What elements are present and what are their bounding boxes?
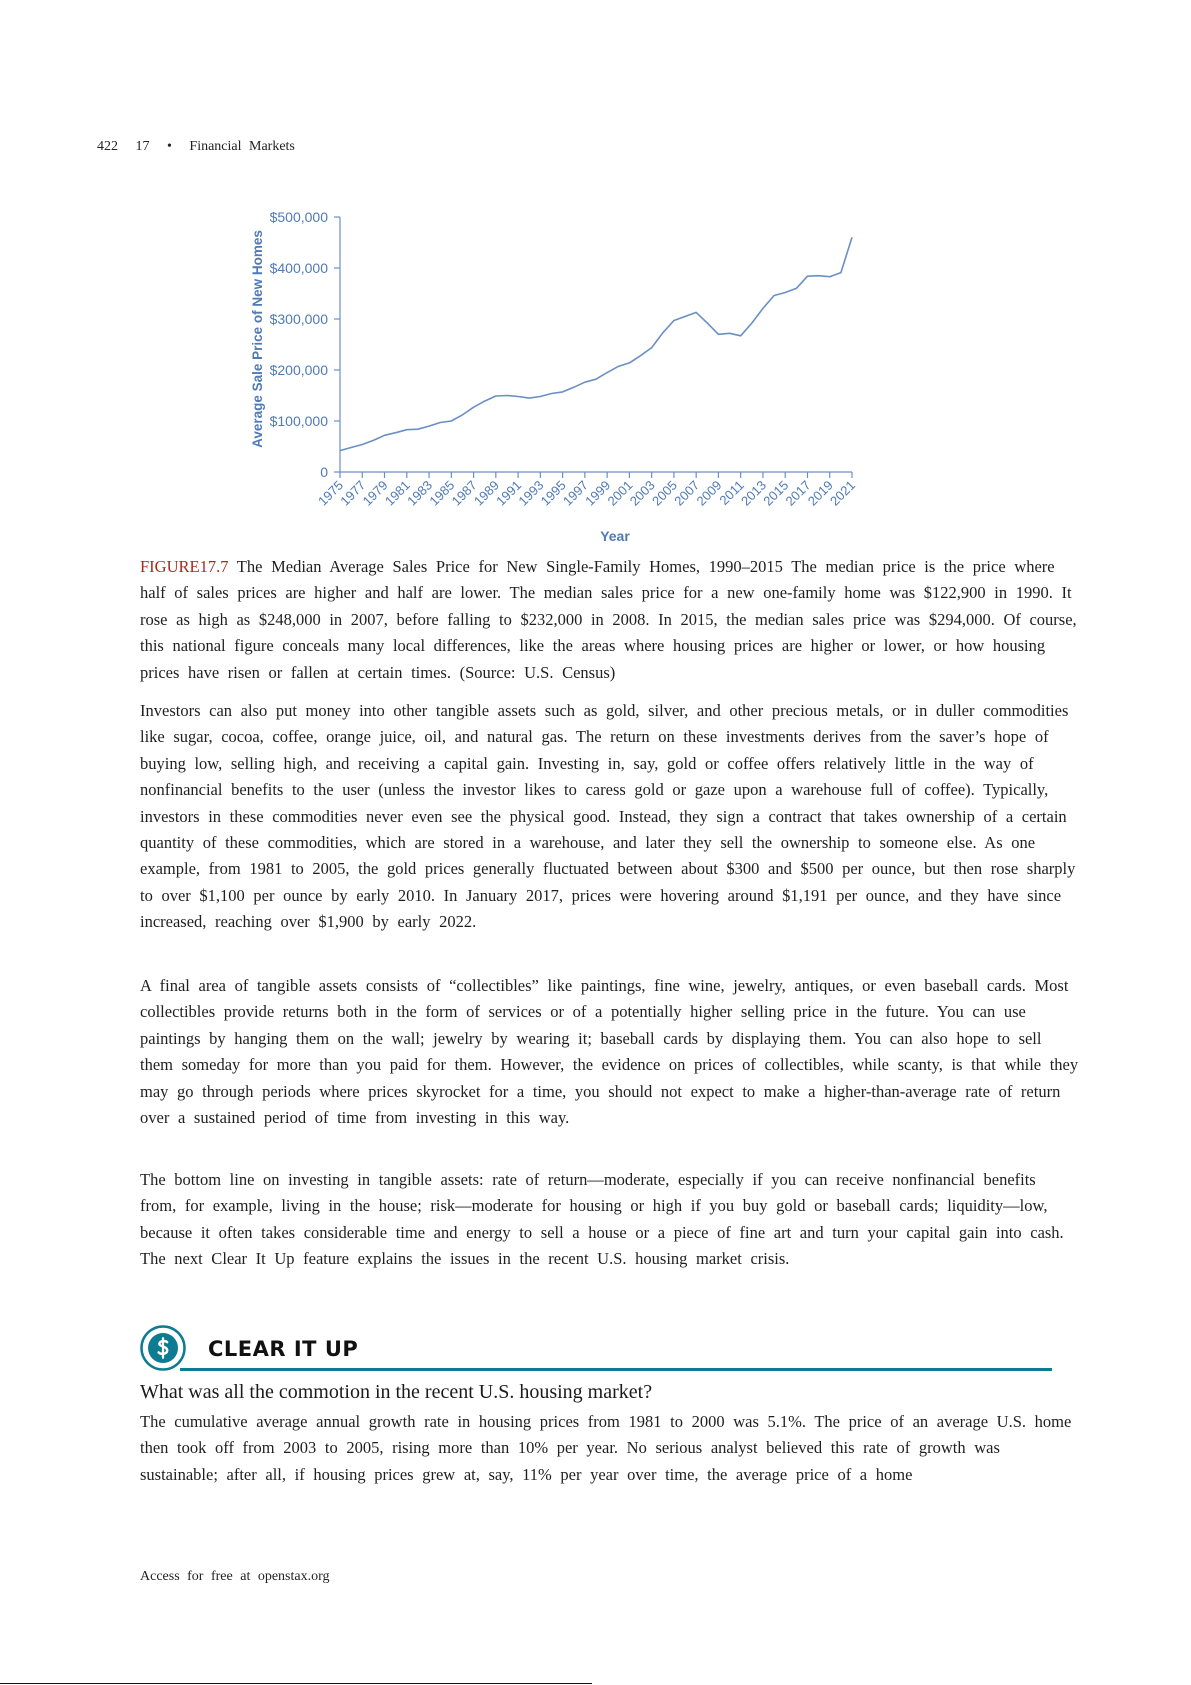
x-tick-label: 1995 [537,477,569,509]
x-tick-label: 1983 [404,477,436,509]
x-tick-label: 1975 [315,477,347,509]
y-tick-label: $300,000 [269,311,328,327]
chapter-title: Financial Markets [189,139,295,154]
x-tick-label: 2009 [693,477,725,509]
figure-caption-text: The Median Average Sales Price for New Single-Family Homes, 1990–2015 The median price is the price where half of sales prices are higher and half are lower. The median sales price for a new one-family home was $122,900 in 1990. It rose as high as $248,000 in 2007, before falling to $232,000 in 2008. In 2015, the median sales price was $294,000. Of course, this national figure conceals many local differences, like the areas where housing prices are higher or lower, or how housing prices have risen or fallen at certain times. (Source: U.S. Census) [140,557,1077,682]
clear-it-up-title: CLEAR IT UP [208,1337,359,1361]
x-tick-label: 1993 [515,477,547,509]
clear-it-up-rule [180,1368,1052,1371]
body-paragraph: Investors can also put money into other tangible assets such as gold, silver, and other precious metals, or in duller commodities like sugar, cocoa, coffee, orange juice, oil, and natural gas. The return on these investments derives from the saver’s hope of buying low, selling high, and receiving a capital gain. Investing in, say, gold or coffee offers relatively little in the way of nonfinancial benefits to the user (unless the investor likes to caress gold or gaze upon a warehouse full of coffee). Typically, investors in these commodities never even see the physical good. Instead, they sign a contract that takes ownership of a certain quantity of these commodities, which are stored in a warehouse, and later they sell the ownership to someone else. As one example, from 1981 to 2005, the gold prices generally fluctuated between about $300 and $500 per ounce, but then rose sharply to over $1,100 per ounce by early 2010. In January 2017, prices were hovering around $1,191 per ounce, and they have since increased, reaching over $1,900 by early 2022. [140,701,1076,932]
x-tick-label: 2011 [716,477,747,508]
y-axis-label: Average Sale Price of New Homes [250,230,265,448]
y-tick-label: $100,000 [269,413,328,429]
x-tick-label: 1977 [337,477,369,509]
figure-caption [140,554,1080,686]
x-tick-label: 1991 [493,477,525,509]
x-axis-label: Year [600,528,630,544]
clear-it-up-text: The cumulative average annual growth rate in housing prices from 1981 to 2000 was 5.1%. The price of an average U.S. home then took off from 2003 to 2005, rising more than 10% per year. No serious analyst believed this rate of growth was sustainable; after all, if housing prices grew at, say, 11% per year over time, the average price of a home [140,1412,1072,1484]
chapter-number: 17 [135,139,150,154]
x-tick-label: 2013 [738,477,770,509]
x-tick-label: 2005 [648,477,681,509]
clear-it-up-question: What was all the commotion in the recent U.S. housing market? [140,1381,653,1403]
page-number: 422 [97,139,118,154]
x-tick-label: 1979 [359,477,391,509]
series-group [340,237,852,450]
x-tick-label: 2019 [804,477,836,509]
running-head [97,139,305,155]
dollar-sign-icon [140,1325,186,1371]
x-tick-label: 2015 [760,477,792,509]
y-tick-label: $200,000 [269,362,328,378]
series-line [340,237,852,450]
x-axis-ticks [315,472,858,509]
bullet-separator: • [167,139,172,154]
x-tick-label: 2001 [604,477,636,509]
bottom-rule [0,1683,592,1684]
y-tick-label: $400,000 [269,260,328,276]
x-tick-label: 1989 [470,477,502,509]
footer-access-note: Access for free at openstax.org [140,1569,330,1584]
x-tick-label: 2003 [626,477,658,509]
x-tick-label: 1997 [559,477,591,509]
x-tick-label: 1981 [381,477,413,509]
y-tick-label: $500,000 [269,209,328,225]
body-paragraph: A final area of tangible assets consists of “collectibles” like paintings, fine wine, jewelry, antiques, or even baseball cards. Most collectibles provide returns both in the form of services or of a potentially higher selling price in the future. You can use paintings by hanging them on the wall; jewelry by wearing it; baseball cards by displaying them. You can also hope to sell them someday for more than you paid for them. However, the evidence on prices of collectibles, while scanty, is that while they may go through periods where prices skyrocket for a time, you should not expect to make a higher-than-average rate of return over a sustained period of time from investing in this way. [140,976,1079,1128]
x-tick-label: 2017 [782,477,814,509]
x-tick-label: 1985 [426,477,458,509]
figure-label: FIGURE17.7 [140,557,229,576]
home-price-line-chart [240,195,930,550]
x-tick-label: 2007 [671,477,703,509]
y-tick-label: 0 [320,464,328,480]
body-paragraph: The bottom line on investing in tangible assets: rate of return—moderate, especially if you can receive nonfinancial benefits from, for example, living in the house; risk—moderate for housing or high if you buy gold or baseball cards; liquidity—low, because it often takes considerable time and energy to sell a house or a piece of fine art and turn your capital gain into cash. The next Clear It Up feature explains the issues in the recent U.S. housing market crisis. [140,1170,1064,1269]
y-axis-ticks [270,209,340,480]
chart-axes [340,217,852,472]
clear-it-up-header [140,1325,1052,1371]
x-tick-label: 1999 [582,477,614,509]
x-tick-label: 1987 [448,477,480,509]
x-tick-label: 2021 [827,477,859,509]
